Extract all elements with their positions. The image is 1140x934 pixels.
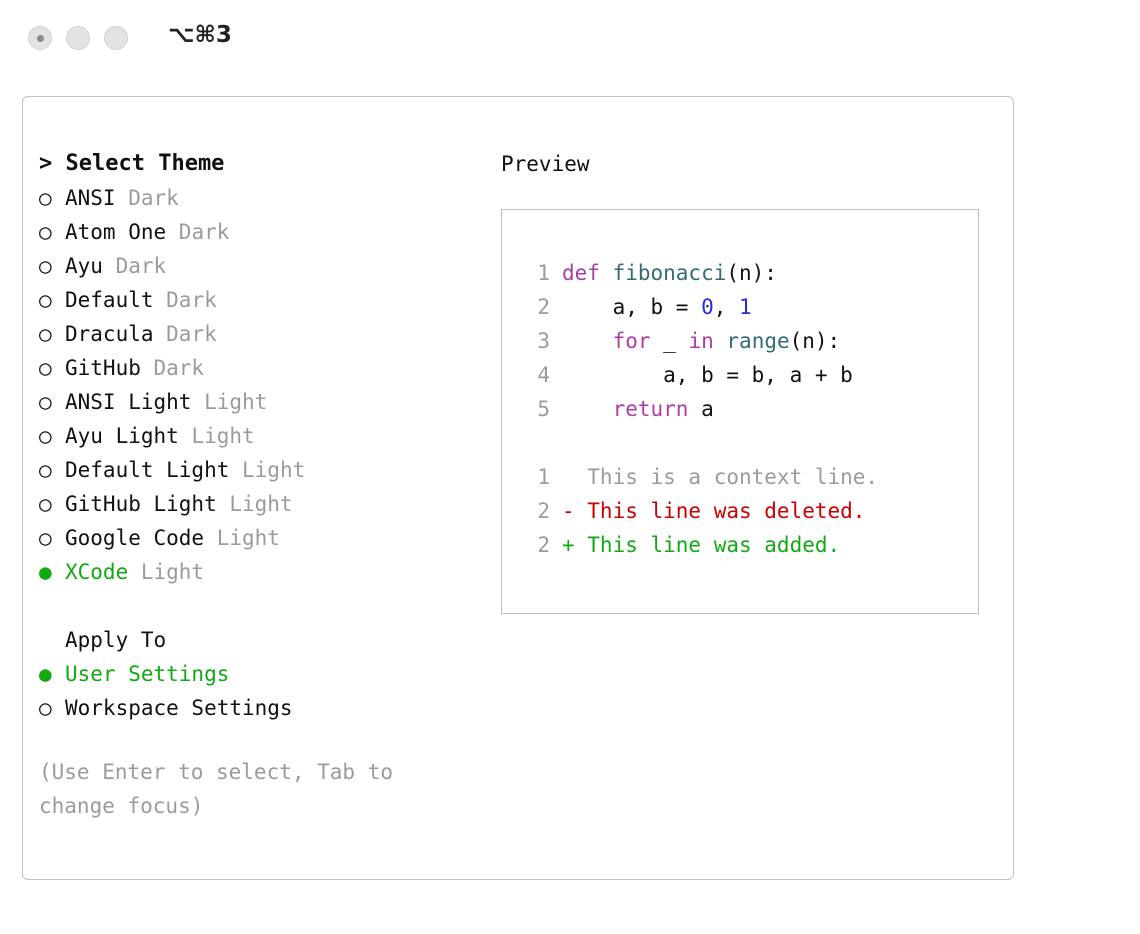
code-token: a, b = b, a + b (562, 363, 853, 387)
code-token: 1 (739, 295, 752, 319)
theme-variant: Dark (166, 220, 230, 244)
maximize-button[interactable] (104, 26, 128, 50)
code-line (522, 324, 878, 358)
theme-name: Google Code (65, 526, 205, 550)
preview-box (501, 209, 979, 614)
code-token: a, b = (562, 295, 702, 319)
theme-list-item[interactable] (39, 487, 479, 521)
code-gap (522, 426, 878, 460)
theme-name: ANSI Light (65, 390, 192, 414)
diff-text: + This line was added. (562, 533, 841, 557)
line-number: 1 (537, 261, 550, 285)
theme-list-item[interactable] (39, 453, 479, 487)
radio-unselected-icon: ○ (39, 288, 52, 312)
preview-heading: Preview (501, 152, 590, 176)
code-line (522, 358, 878, 392)
theme-list-item[interactable] (39, 351, 479, 385)
theme-list-item[interactable] (39, 215, 479, 249)
radio-selected-icon: ● (39, 662, 52, 686)
radio-unselected-icon: ○ (39, 696, 52, 720)
theme-name: GitHub (65, 356, 141, 380)
radio-unselected-icon: ○ (39, 390, 52, 414)
radio-unselected-icon: ○ (39, 424, 52, 448)
theme-variant: Light (216, 492, 293, 516)
theme-list-item[interactable] (39, 283, 479, 317)
diff-line (522, 460, 878, 494)
theme-list-item[interactable] (39, 555, 479, 589)
theme-list-item[interactable] (39, 521, 479, 555)
theme-name: Ayu (65, 254, 103, 278)
minimize-button[interactable] (66, 26, 90, 50)
code-token: def (562, 261, 613, 285)
theme-variant: Light (128, 560, 205, 584)
theme-variant: Light (191, 390, 268, 414)
code-token: (n): (726, 261, 777, 285)
theme-variant: Light (229, 458, 306, 482)
radio-unselected-icon: ○ (39, 254, 52, 278)
theme-name: Ayu Light (65, 424, 179, 448)
theme-list-item[interactable] (39, 249, 479, 283)
theme-name: XCode (65, 560, 129, 584)
keyboard-hint: (Use Enter to select, Tab to change focus) (39, 760, 406, 818)
code-line (522, 290, 878, 324)
theme-name: Atom One (65, 220, 167, 244)
code-token: , (713, 295, 740, 319)
diff-text: This is a context line. (562, 465, 879, 489)
theme-variant: Light (178, 424, 255, 448)
code-token (562, 329, 613, 353)
radio-unselected-icon: ○ (39, 458, 52, 482)
theme-list[interactable] (39, 181, 479, 589)
code-preview (522, 256, 878, 562)
radio-unselected-icon: ○ (39, 526, 52, 550)
radio-unselected-icon: ○ (39, 186, 52, 210)
diff-line (522, 528, 878, 562)
code-token: a (688, 397, 714, 421)
theme-list-item[interactable] (39, 385, 479, 419)
title-bar (0, 0, 1140, 78)
code-line (522, 392, 878, 426)
apply-to-item[interactable] (39, 657, 479, 691)
code-token (562, 397, 613, 421)
radio-unselected-icon: ○ (39, 492, 52, 516)
theme-selector-panel (22, 96, 1014, 880)
theme-variant: Light (204, 526, 280, 550)
theme-name: Default Light (65, 458, 230, 482)
theme-variant: Dark (115, 186, 179, 210)
code-token: return (612, 397, 689, 421)
theme-name: GitHub Light (65, 492, 217, 516)
code-token: in (688, 329, 714, 353)
window-controls (28, 26, 128, 50)
radio-selected-icon: ● (39, 560, 52, 584)
line-number: 2 (537, 295, 550, 319)
keyboard-shortcut-label: ⌥⌘3 (168, 22, 232, 48)
code-line (522, 256, 878, 290)
apply-to-item[interactable] (39, 691, 479, 725)
theme-name: ANSI (65, 186, 116, 210)
line-number: 1 (537, 465, 550, 489)
apply-to-label: User Settings (65, 662, 230, 686)
close-button[interactable] (28, 26, 52, 50)
line-number: 3 (537, 329, 550, 353)
code-token (714, 329, 727, 353)
radio-unselected-icon: ○ (39, 322, 52, 346)
line-number: 2 (537, 499, 550, 523)
radio-unselected-icon: ○ (39, 356, 52, 380)
theme-name: Default (65, 288, 154, 312)
apply-to-list[interactable] (39, 657, 479, 725)
select-theme-heading: > Select Theme (39, 151, 225, 176)
apply-to-label: Workspace Settings (65, 696, 293, 720)
theme-list-item[interactable] (39, 317, 479, 351)
theme-list-item[interactable] (39, 181, 479, 215)
theme-variant: Dark (102, 254, 167, 278)
right-column (501, 147, 1001, 614)
radio-unselected-icon: ○ (39, 220, 52, 244)
theme-list-item[interactable] (39, 419, 479, 453)
apply-to-heading: Apply To (65, 628, 167, 652)
theme-variant: Dark (140, 356, 205, 380)
code-token: range (726, 329, 790, 353)
code-token: (n): (789, 329, 841, 353)
theme-variant: Dark (153, 322, 217, 346)
line-number: 5 (537, 397, 550, 421)
code-token: fibonacci (612, 261, 727, 285)
code-token: for (612, 329, 651, 353)
left-column (39, 147, 479, 823)
diff-line (522, 494, 878, 528)
line-number: 4 (537, 363, 550, 387)
theme-variant: Dark (153, 288, 217, 312)
line-number: 2 (537, 533, 550, 557)
spacer (39, 589, 479, 623)
theme-name: Dracula (65, 322, 154, 346)
code-token: _ (650, 329, 689, 353)
code-token: 0 (701, 295, 714, 319)
diff-text: - This line was deleted. (562, 499, 866, 523)
